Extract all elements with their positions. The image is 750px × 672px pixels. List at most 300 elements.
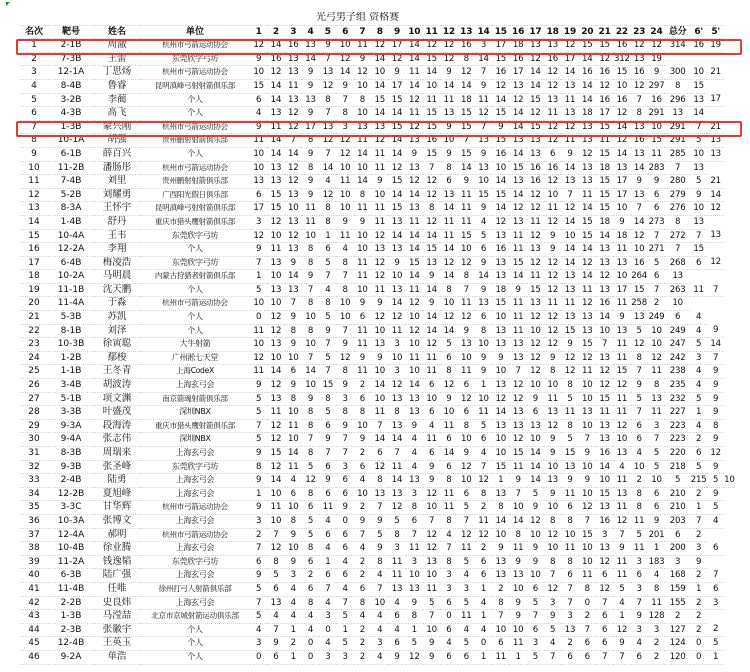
score-cell: 3 — [440, 569, 457, 583]
score-cell: 11 — [406, 66, 423, 80]
score-cell: 4 — [458, 623, 475, 637]
score-cell: 11 — [336, 175, 353, 189]
score-cell: 17 — [388, 39, 405, 53]
score-cell: 3 — [406, 487, 423, 501]
score-cell: 6 — [440, 460, 457, 474]
rank-cell: 4 — [20, 79, 48, 93]
target-cell: 1-3B — [48, 610, 94, 624]
score-cell: 12 — [527, 52, 544, 66]
score-cell: 7 — [267, 528, 284, 542]
score-cell: 15 — [596, 120, 613, 134]
score-cell: 3 — [319, 610, 336, 624]
score-cell: 5 — [406, 637, 423, 651]
score-cell: 11 — [561, 297, 578, 311]
score-cell: 12 — [267, 460, 284, 474]
score-cell: 7 — [319, 582, 336, 596]
score-cell: 3 — [631, 555, 648, 569]
score-cell: 11 — [648, 147, 665, 161]
unit-cell: 南京箭魂射箭俱乐部 — [140, 392, 250, 406]
score-cell: 12 — [579, 351, 596, 365]
score-cell: 10 — [579, 487, 596, 501]
score-cell: 7 — [319, 52, 336, 66]
score-cell: 4 — [690, 379, 707, 393]
score-cell: 13 — [267, 596, 284, 610]
score-cell: 11 — [440, 487, 457, 501]
score-cell: 10 — [613, 79, 630, 93]
score-cell: 16 — [544, 161, 561, 175]
score-cell: 2 — [354, 379, 371, 393]
score-cell: 9 — [707, 324, 724, 338]
score-cell: 220 — [665, 447, 690, 461]
table-row — [20, 528, 735, 542]
score-cell: 10 — [527, 379, 544, 393]
score-cell: 9 — [561, 147, 578, 161]
score-cell: 10 — [579, 555, 596, 569]
target-cell: 11-2A — [48, 555, 94, 569]
score-cell: 11 — [458, 215, 475, 229]
score-cell: 13 — [561, 311, 578, 325]
score-cell: 4 — [285, 582, 302, 596]
score-cell: 12 — [492, 215, 509, 229]
score-cell: 5 — [250, 406, 267, 420]
score-cell: 7 — [336, 270, 353, 284]
score-cell: 9 — [336, 419, 353, 433]
target-cell: 6-1B — [48, 147, 94, 161]
score-cell: 15 — [492, 460, 509, 474]
score-cell: 5 — [319, 256, 336, 270]
score-cell: 4 — [319, 542, 336, 556]
target-cell: 9-3A — [48, 419, 94, 433]
score-cell: 13 — [613, 447, 630, 461]
score-cell: 8 — [285, 392, 302, 406]
table-row — [20, 283, 735, 297]
score-cell: 8 — [267, 555, 284, 569]
score-cell: 14 — [406, 79, 423, 93]
table-row — [20, 501, 735, 515]
score-cell: 13 — [492, 555, 509, 569]
score-cell: 14 — [561, 256, 578, 270]
score-cell: 9 — [509, 596, 526, 610]
score-cell: 8 — [492, 596, 509, 610]
score-cell: 291 — [665, 134, 690, 148]
unit-cell: 个人 — [140, 311, 250, 325]
name-cell: 马滢喆 — [94, 610, 140, 624]
score-cell: 8 — [544, 514, 561, 528]
score-cell: 12 — [561, 39, 578, 53]
score-cell: 14 — [707, 188, 724, 202]
score-cell: 218 — [665, 460, 690, 474]
score-cell: 12 — [406, 93, 423, 107]
column-header: 15 — [492, 25, 509, 39]
name-cell: 王怀宇 — [94, 202, 140, 216]
score-cell: 10 — [475, 175, 492, 189]
column-header: 3 — [285, 25, 302, 39]
score-cell: 9 — [544, 447, 561, 461]
score-cell: 8 — [440, 474, 457, 488]
score-cell: 12 — [527, 338, 544, 352]
target-cell: 3-3C — [48, 501, 94, 515]
score-cell: 291 — [648, 107, 665, 121]
score-cell: 12 — [613, 623, 630, 637]
score-cell: 10 — [613, 433, 630, 447]
score-cell: 6 — [440, 623, 457, 637]
score-cell: 13 — [267, 107, 284, 121]
score-cell: 12 — [285, 120, 302, 134]
table-row — [20, 596, 735, 610]
score-cell: 11 — [458, 297, 475, 311]
score-cell: 12 — [544, 311, 561, 325]
target-cell: 8-1B — [48, 324, 94, 338]
score-cell: 12 — [440, 311, 457, 325]
score-cell: 1 — [648, 542, 665, 556]
score-cell: 10 — [527, 324, 544, 338]
score-cell: 12 — [544, 270, 561, 284]
score-cell: 7 — [596, 650, 613, 664]
score-cell: 9 — [631, 610, 648, 624]
score-cell: 12 — [561, 120, 578, 134]
unit-cell: 深圳NBX — [140, 406, 250, 420]
score-cell: 11 — [354, 39, 371, 53]
score-cell: 12 — [458, 528, 475, 542]
score-cell: 1 — [319, 229, 336, 243]
score-cell: 16 — [631, 134, 648, 148]
rank-cell: 31 — [20, 447, 48, 461]
score-cell: 6 — [319, 528, 336, 542]
score-cell: 14 — [596, 229, 613, 243]
score-cell: 201 — [648, 528, 665, 542]
score-cell: 1 — [492, 474, 509, 488]
score-cell: 14 — [371, 52, 388, 66]
score-cell: 14 — [406, 379, 423, 393]
score-cell: 13 — [492, 229, 509, 243]
target-cell: 2-1B — [48, 39, 94, 53]
score-cell: 8 — [354, 93, 371, 107]
score-cell: 12 — [336, 351, 353, 365]
score-cell: 12 — [509, 392, 526, 406]
unit-cell: 上海玄弓会 — [140, 542, 250, 556]
rank-cell: 39 — [20, 555, 48, 569]
target-cell: 5-3B — [48, 311, 94, 325]
score-cell: 4 — [388, 623, 405, 637]
score-cell: 8 — [544, 365, 561, 379]
score-cell: 2 — [354, 447, 371, 461]
column-header: 19 — [561, 25, 578, 39]
score-cell: 12 — [371, 256, 388, 270]
unit-cell: 广西阳光假日俱乐部 — [140, 188, 250, 202]
score-cell: 15 — [596, 487, 613, 501]
score-cell: 12 — [631, 338, 648, 352]
score-cell: 12 — [527, 256, 544, 270]
score-cell: 12 — [388, 501, 405, 515]
score-cell: 13 — [475, 161, 492, 175]
score-cell: 9 — [250, 447, 267, 461]
unit-cell: 杭州市弓箭运动协会 — [140, 528, 250, 542]
name-cell: 史良炜 — [94, 596, 140, 610]
score-cell: 13 — [596, 501, 613, 515]
table-row — [20, 270, 735, 284]
score-cell: 9 — [561, 338, 578, 352]
score-cell: 8 — [336, 107, 353, 121]
score-cell: 10 — [354, 487, 371, 501]
score-cell: 16 — [492, 66, 509, 80]
score-cell: 2 — [579, 610, 596, 624]
score-cell: 10 — [267, 351, 284, 365]
score-cell: 11 — [440, 215, 457, 229]
score-cell: 15 — [267, 202, 284, 216]
score-cell: 10 — [544, 379, 561, 393]
score-cell: 6 — [440, 596, 457, 610]
score-cell: 11 — [509, 229, 526, 243]
score-cell: 7 — [302, 351, 319, 365]
table-row — [20, 351, 735, 365]
score-cell: 9 — [423, 460, 440, 474]
target-cell: 12-4B — [48, 637, 94, 651]
score-cell: 0 — [690, 637, 707, 651]
score-cell: 13 — [492, 487, 509, 501]
score-cell: 10 — [250, 297, 267, 311]
score-cell: 15 — [631, 283, 648, 297]
score-cell: 9 — [267, 637, 284, 651]
score-cell: 7 — [475, 66, 492, 80]
score-cell: 276 — [665, 202, 690, 216]
score-cell: 6 — [561, 569, 578, 583]
score-cell: 4 — [371, 623, 388, 637]
score-cell: 2 — [492, 582, 509, 596]
score-cell: 14 — [475, 52, 492, 66]
score-cell: 10 — [423, 79, 440, 93]
cell-corner-indicator — [6, 2, 10, 6]
score-cell: 3 — [336, 120, 353, 134]
score-cell: 273 — [648, 215, 665, 229]
score-cell: 7 — [319, 107, 336, 121]
score-cell: 7 — [544, 650, 561, 664]
score-cell: 7 — [250, 596, 267, 610]
score-cell: 4 — [371, 569, 388, 583]
score-cell: 12 — [596, 52, 613, 66]
score-cell: 11 — [596, 406, 613, 420]
score-cell: 9 — [302, 270, 319, 284]
score-cell: 10 — [458, 351, 475, 365]
score-cell: 11 — [509, 460, 526, 474]
target-cell: 12-2A — [48, 243, 94, 257]
score-cell: 12 — [707, 202, 724, 216]
score-cell: 15 — [509, 447, 526, 461]
score-cell: 2 — [354, 637, 371, 651]
name-cell: 苏凯 — [94, 311, 140, 325]
score-cell: 9 — [544, 229, 561, 243]
score-cell: 7 — [388, 447, 405, 461]
table-row — [20, 474, 735, 488]
name-cell: 刘里 — [94, 175, 140, 189]
score-cell: 0 — [336, 514, 353, 528]
score-cell: 10 — [648, 338, 665, 352]
score-cell: 12 — [596, 270, 613, 284]
score-cell: 8 — [631, 501, 648, 515]
score-cell: 4 — [319, 596, 336, 610]
score-cell: 10 — [475, 338, 492, 352]
score-cell: 10 — [285, 202, 302, 216]
target-cell: 10-4A — [48, 229, 94, 243]
score-cell: 5 — [561, 433, 578, 447]
score-cell: 12 — [458, 460, 475, 474]
score-cell: 5 — [475, 229, 492, 243]
score-cell: 1 — [613, 610, 630, 624]
score-cell: 8 — [509, 528, 526, 542]
score-cell: 7 — [707, 283, 724, 297]
score-cell: 14 — [267, 474, 284, 488]
score-cell: 7 — [527, 610, 544, 624]
score-cell: 9 — [336, 215, 353, 229]
score-cell: 14 — [371, 433, 388, 447]
score-cell: 6 — [440, 650, 457, 664]
score-cell: 7 — [631, 365, 648, 379]
score-cell: 12 — [267, 419, 284, 433]
score-cell: 13 — [596, 283, 613, 297]
score-cell: 14 — [579, 79, 596, 93]
score-cell: 2 — [690, 433, 707, 447]
score-cell: 258 — [631, 297, 648, 311]
score-cell: 14 — [707, 338, 724, 352]
score-cell: 8 — [302, 447, 319, 461]
score-cell: 14 — [440, 447, 457, 461]
score-cell: 13 — [406, 474, 423, 488]
score-cell: 14 — [371, 107, 388, 121]
score-cell: 11 — [561, 542, 578, 556]
score-cell: 13 — [371, 338, 388, 352]
score-cell: 4 — [544, 637, 561, 651]
score-cell: 4 — [336, 555, 353, 569]
score-cell: 9 — [423, 650, 440, 664]
score-cell: 11 — [509, 542, 526, 556]
score-cell: 15 — [492, 297, 509, 311]
score-cell: 0 — [302, 650, 319, 664]
score-cell: 9 — [527, 392, 544, 406]
score-cell: 9 — [544, 610, 561, 624]
score-cell: 14 — [527, 474, 544, 488]
score-cell: 7 — [336, 433, 353, 447]
score-cell: 21 — [707, 175, 724, 189]
score-cell: 9 — [707, 392, 724, 406]
target-cell: 10-2A — [48, 270, 94, 284]
score-cell: 13 — [544, 39, 561, 53]
score-cell: 18 — [596, 161, 613, 175]
score-cell: 8 — [707, 419, 724, 433]
score-cell: 11 — [267, 406, 284, 420]
score-cell: 5 — [458, 596, 475, 610]
score-cell: 7 — [354, 528, 371, 542]
score-cell: 11 — [440, 419, 457, 433]
score-cell: 7 — [336, 93, 353, 107]
score-cell: 10 — [544, 460, 561, 474]
score-cell: 12 — [371, 270, 388, 284]
score-cell: 13 — [707, 134, 724, 148]
score-cell: 9 — [250, 569, 267, 583]
score-cell: 5 — [440, 338, 457, 352]
score-cell: 9 — [509, 555, 526, 569]
score-cell: 10 — [423, 501, 440, 515]
score-cell: 9 — [613, 215, 630, 229]
score-cell: 4 — [475, 215, 492, 229]
rank-cell: 19 — [20, 283, 48, 297]
unit-cell: 深圳NBX — [140, 433, 250, 447]
score-cell: 11 — [544, 297, 561, 311]
score-cell: 11 — [613, 555, 630, 569]
score-cell: 6 — [648, 188, 665, 202]
score-cell: 10 — [665, 297, 690, 311]
score-cell: 13 — [492, 419, 509, 433]
score-cell: 11 — [561, 93, 578, 107]
score-cell: 17 — [561, 52, 578, 66]
score-cell: 4 — [285, 610, 302, 624]
rank-cell: 16 — [20, 243, 48, 257]
score-cell: 12 — [371, 311, 388, 325]
score-cell: 9 — [406, 147, 423, 161]
score-cell: 9 — [690, 188, 707, 202]
score-cell: 12 — [613, 134, 630, 148]
target-cell: 9-3B — [48, 460, 94, 474]
score-cell: 14 — [509, 188, 526, 202]
score-cell: 6 — [336, 487, 353, 501]
column-header: 9 — [388, 25, 405, 39]
column-header: 11 — [423, 25, 440, 39]
score-cell: 11 — [285, 419, 302, 433]
score-cell: 7 — [319, 270, 336, 284]
score-cell: 5 — [250, 433, 267, 447]
score-cell: 15 — [319, 379, 336, 393]
score-cell: 5 — [336, 610, 353, 624]
score-cell: 7 — [631, 596, 648, 610]
score-cell: 9 — [371, 175, 388, 189]
score-cell: 11 — [475, 93, 492, 107]
score-cell: 12 — [388, 311, 405, 325]
score-cell: 7 — [267, 623, 284, 637]
score-cell: 14 — [509, 147, 526, 161]
score-cell: 242 — [665, 351, 690, 365]
score-cell: 10 — [388, 351, 405, 365]
score-cell: 12 — [285, 175, 302, 189]
score-cell: 9 — [250, 243, 267, 257]
score-cell: 12 — [423, 175, 440, 189]
score-cell: 13 — [250, 175, 267, 189]
score-cell: 21 — [707, 120, 724, 134]
score-cell: 17 — [596, 107, 613, 121]
score-cell: 13 — [690, 93, 707, 107]
score-cell: 10 — [371, 392, 388, 406]
table-row — [20, 582, 735, 596]
score-cell: 9 — [613, 542, 630, 556]
score-cell: 12 — [509, 93, 526, 107]
score-cell: 268 — [665, 256, 690, 270]
score-cell: 7 — [371, 501, 388, 515]
score-cell: 8 — [302, 134, 319, 148]
score-cell: 11 — [509, 324, 526, 338]
score-cell: 4 — [440, 528, 457, 542]
score-cell: 2 — [354, 569, 371, 583]
score-cell: 9 — [423, 637, 440, 651]
score-cell: 12 — [267, 215, 284, 229]
score-cell: 9 — [707, 460, 724, 474]
score-cell: 16 — [613, 93, 630, 107]
score-cell: 17 — [492, 39, 509, 53]
score-cell: 8 — [458, 270, 475, 284]
name-cell: 李翔 — [94, 243, 140, 257]
score-cell: 11 — [440, 93, 457, 107]
score-cell: 8 — [354, 406, 371, 420]
unit-cell: 上海玄弓会 — [140, 596, 250, 610]
score-cell: 16 — [458, 39, 475, 53]
rank-cell: 6 — [20, 107, 48, 121]
score-cell: 16 — [613, 39, 630, 53]
